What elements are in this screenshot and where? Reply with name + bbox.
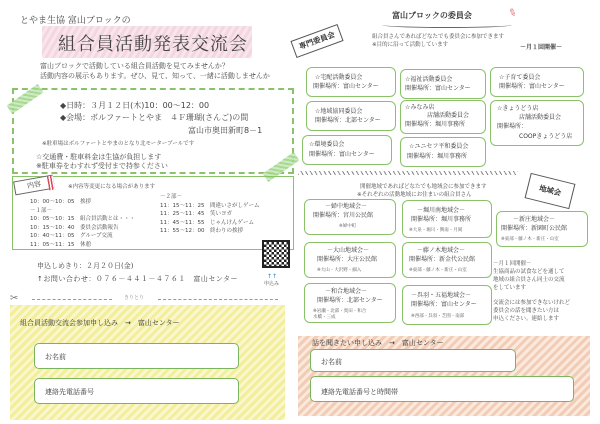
- regional-card: －呉羽・五福地域会－ 開催場所：富山センター ※西部・呉羽・芝園・南部: [402, 285, 492, 325]
- program-item: 11：15～11：25 間違いさがしゲーム: [160, 202, 260, 209]
- committees-frequency: －月１回開催－: [520, 44, 563, 51]
- regional-card: －堀川南地域会－ 開催場所：堀川事務所 ※大泉・堀川・興南・月岡: [402, 200, 492, 238]
- program-item: 11：25～11：45 笑いヨガ: [160, 211, 232, 217]
- regional-card: －和合地域会－ 開催場所：北部センター ※岩瀬・北部・奥田・和合 水橋・三成: [304, 283, 396, 323]
- program-item: 10：40～11：05 グループ交流: [30, 233, 113, 239]
- wavy-divider: [298, 171, 518, 175]
- regional-monthly-note: －月１回開催－ 生協商品の試食などを通して 地域の組合員さん同士の交流 をしています 交流会には参加できないけれど 委員会の話を聞きたい方は 申込ください。連絡します: [493, 261, 571, 322]
- committees-heading: 富山ブロックの委員会: [392, 11, 472, 20]
- parking-note: ※駐車場はボルファートとやまのとなり北モーターブールです: [42, 141, 195, 147]
- cut-line: [32, 299, 112, 300]
- program-tag: 内容: [13, 175, 55, 196]
- committee-card: ☆環境委員会 開催場所：富山センター: [302, 135, 392, 165]
- regional-card: －藤ノ木地域会－ 開催場所：新金代公民館 ※東部・藤ノ木・新庄・山室: [402, 242, 492, 278]
- event-datetime: ◆日時：３月１２日(木)10：00～12：00: [60, 101, 210, 110]
- program-item: －１部－: [30, 207, 53, 214]
- phone-time-field[interactable]: [310, 376, 574, 402]
- phone-field-label: 連絡先電話番号: [45, 388, 94, 396]
- application-deadline: 申込しめきり：２月２０日(金): [37, 262, 134, 270]
- participation-form-title: 組合員活動交流会参加申し込み → 富山センター: [20, 319, 180, 327]
- header-subtitle: とやま生協 富山ブロックの: [20, 16, 131, 26]
- pencil-icon: ✎: [506, 6, 519, 21]
- inquiry-phone: ↑お問い合わせ：０７６－４４１－４７６１ 富山センター: [37, 275, 239, 283]
- program-item: －２部－: [160, 194, 183, 200]
- name-field[interactable]: [34, 343, 239, 369]
- fees-note: ☆交通費・駐車料金は生協が負担します: [36, 153, 162, 161]
- program-item: 10：00～10：05 挨拶: [30, 199, 91, 205]
- program-item: 11：55～12：00 終わりの挨拶: [160, 228, 243, 234]
- wave-underline: [382, 22, 512, 28]
- name-field[interactable]: [310, 349, 516, 372]
- committee-card: ☆地域協同委員会 開催場所：北部センター: [306, 101, 396, 131]
- ticket-note: ※駐車券をわすれず受付まで持参ください: [36, 162, 168, 170]
- cut-line-label: きりとり: [124, 295, 145, 301]
- program-part1-list: [30, 198, 135, 249]
- regional-desc-1: 開催地域であればどなたでも地域会に参加できます: [360, 184, 487, 190]
- intro-line-1: 富山ブロックで活動している組合員活動を見てみませんか？: [40, 62, 229, 70]
- committee-card: ☆ユニセフ平和委員会 開催場所：堀川事務所: [400, 137, 486, 167]
- page-title: 組合員活動発表交流会: [58, 34, 248, 55]
- committees-desc-2: ※目的に沿って活動しています: [372, 42, 449, 48]
- name-field-label: お名前: [321, 358, 342, 366]
- program-item: 10：15～10：40 委員会活動報告: [30, 224, 119, 231]
- program-item: 11：45～11：55 じゃんけんゲーム: [160, 219, 254, 226]
- program-item: 10：05～10：15 組合員活動とは・・・: [30, 216, 135, 222]
- committees-desc-1: 組合員さんであればどなたでも委員会に参加できます: [372, 34, 505, 40]
- regional-desc-2: ※それぞれの活動地域にお住まいの組合員さん: [357, 192, 472, 198]
- qr-label: 申込み: [264, 281, 280, 287]
- regional-card: －婦中地域会－ 開催場所：宮川公民館 ※婦中町: [304, 199, 396, 235]
- scissors-icon: ✂: [10, 293, 19, 304]
- committee-card: ☆宅配活動委員会 開催場所：富山センター: [306, 67, 396, 97]
- name-field-label: お名前: [45, 353, 66, 361]
- arrow-up-icon: ↑↑: [267, 273, 278, 280]
- committees-tag: 専門委員会: [290, 24, 343, 58]
- program-part2-list: [160, 193, 260, 236]
- inquiry-form-title: 話を聞きたい申し込み → 富山センター: [312, 339, 444, 347]
- committee-card: ☆みなみ店 店舗活動委員会 開催場所：堀川事務所: [400, 100, 486, 134]
- event-address: 富山市奥田新町8－1: [188, 126, 263, 135]
- regional-card: －大山地域会－ 開催場所：大庄公民館 ※大山・大沢野・細入: [304, 242, 396, 278]
- committee-card: ☆福祉活動委員会 開催場所：富山センター: [400, 69, 486, 99]
- regional-tag: 地域会: [525, 173, 576, 209]
- phone-field[interactable]: [34, 378, 239, 404]
- cut-line: [158, 299, 278, 300]
- regional-card: －新庄地域会－ 開催場所：新園町公民館 ※東部・藤ノ木・新庄・山室: [496, 211, 588, 247]
- intro-line-2: 活動内容の展示もあります。ぜひ、見て、知って、一緒に活動しませんか: [40, 72, 270, 80]
- phone-time-field-label: 連絡先電話番号と時間帯: [321, 388, 398, 396]
- program-item: 11：05～11：15 休憩: [30, 241, 91, 248]
- program-note: ※内容等変更になる場合があります: [68, 184, 156, 190]
- event-venue: ◆会場：ボルファートとやま ４Ｆ珊瑚(さんご)の間: [60, 113, 249, 122]
- committee-card: ☆子育て委員会 開催場所：富山センター: [490, 67, 584, 97]
- committee-card: ☆きょうどう店 店舗活動委員会 開催場所： COOPきょうどう店: [490, 100, 584, 146]
- qr-code[interactable]: [262, 240, 290, 268]
